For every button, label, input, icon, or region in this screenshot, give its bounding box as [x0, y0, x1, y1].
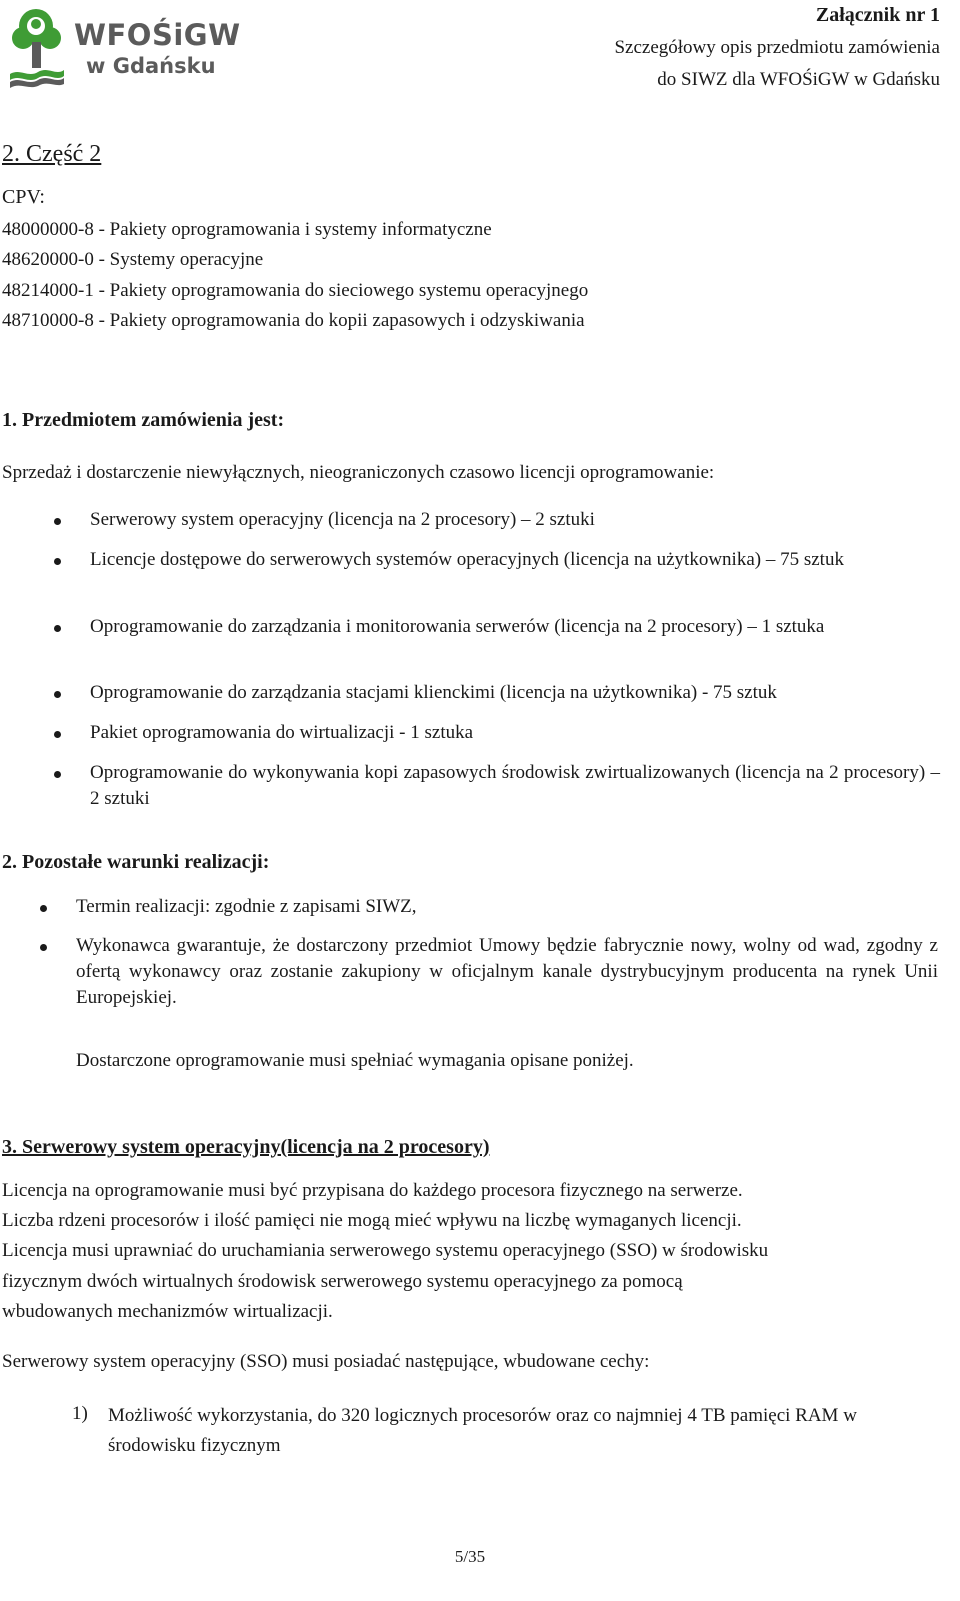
list-item: Pakiet oprogramowania do wirtualizacji - 1 sztuka [90, 722, 474, 743]
section-3-paragraph-line: wbudowanych mechanizmów wirtualizacji. [2, 1301, 333, 1322]
part-title: 2. Część 2 [2, 141, 102, 167]
logo-title: WFOŚiGW [74, 18, 241, 52]
cpv-code: 48000000-8 - Pakiety oprogramowania i systemy informatyczne [2, 219, 492, 240]
section-3-paragraph-line: Licencja na oprogramowanie musi być przypisana do każdego procesora fizycznego na serwerze. [2, 1180, 743, 1201]
section-3-paragraph-line: fizycznym dwóch wirtualnych środowisk serwerowego systemu operacyjnego za pomocą [2, 1271, 683, 1292]
attachment-label: Załącznik nr 1 [815, 4, 940, 26]
logo-emblem-icon [6, 4, 68, 88]
features-intro: Serwerowy system operacyjny (SSO) musi posiadać następujące, wbudowane cechy: [2, 1351, 650, 1372]
bullet-icon [54, 518, 61, 525]
bullet-icon [54, 771, 61, 778]
list-item: Licencje dostępowe do serwerowych systemów operacyjnych (licencja na użytkownika) – 75 sztuk [90, 549, 844, 570]
bullet-icon [40, 905, 47, 912]
section-2-heading: 2. Pozostałe warunki realizacji: [2, 851, 270, 873]
logo [6, 4, 241, 88]
section-1-intro: Sprzedaż i dostarczenie niewyłącznych, nieograniczonych czasowo licencji oprogramowanie: [2, 462, 715, 483]
cpv-label: CPV: [2, 186, 45, 208]
section-3-paragraph-line: Liczba rdzeni procesorów i ilość pamięci nie mogą mieć wpływu na liczbę wymaganych licencji. [2, 1210, 742, 1231]
list-item: Oprogramowanie do zarządzania stacjami klienckimi (licencja na użytkownika) - 75 sztuk [90, 682, 777, 703]
list-item: Oprogramowanie do zarządzania i monitorowania serwerów (licencja na 2 procesory) – 1 sztuka [90, 616, 825, 637]
list-item: Termin realizacji: zgodnie z zapisami SIWZ, [76, 896, 417, 917]
section-3-paragraph-line: Licencja musi uprawniać do uruchamiania serwerowego systemu operacyjnego (SSO) w środowisku [2, 1240, 769, 1261]
list-item: Wykonawca gwarantuje, że dostarczony przedmiot Umowy będzie fabrycznie nowy, wolny od wad, zgodny z ofertą wykonawcy oraz zostanie zakupiony w oficjalnym kanale dystrybucyjnym producenta na rynek Unii Europejskiej. [76, 935, 938, 1008]
list-item: Oprogramowanie do wykonywania kopi zapasowych środowisk zwirtualizowanych (licencja na 2 procesory) – 2 sztuki [90, 762, 940, 809]
cpv-code: 48710000-8 - Pakiety oprogramowania do kopii zapasowych i odzyskiwania [2, 310, 585, 331]
bullet-icon [54, 625, 61, 632]
section-3-heading: 3. Serwerowy system operacyjny(licencja na 2 procesory) [2, 1136, 490, 1158]
bullet-icon [54, 558, 61, 565]
header-subtitle-2: do SIWZ dla WFOŚiGW w Gdańsku [657, 69, 940, 90]
page-number: 5/35 [454, 1547, 486, 1566]
feature-text: Możliwość wykorzystania, do 320 logicznych procesorów oraz co najmniej 4 TB pamięci RAM w środowisku fizycznym [108, 1405, 857, 1456]
cpv-code: 48214000-1 - Pakiety oprogramowania do sieciowego systemu operacyjnego [2, 280, 589, 301]
header-subtitle-1: Szczegółowy opis przedmiotu zamówienia [614, 37, 940, 58]
cpv-code: 48620000-0 - Systemy operacyjne [2, 249, 264, 270]
bullet-icon [54, 691, 61, 698]
bullet-icon [54, 731, 61, 738]
feature-number: 1) [72, 1403, 88, 1424]
section-2-note: Dostarczone oprogramowanie musi spełniać wymagania opisane poniżej. [76, 1050, 634, 1071]
bullet-icon [40, 944, 47, 951]
list-item: Serwerowy system operacyjny (licencja na 2 procesory) – 2 sztuki [90, 509, 595, 530]
section-1-heading: 1. Przedmiotem zamówienia jest: [2, 409, 285, 431]
logo-subtitle: w Gdańsku [86, 54, 216, 78]
